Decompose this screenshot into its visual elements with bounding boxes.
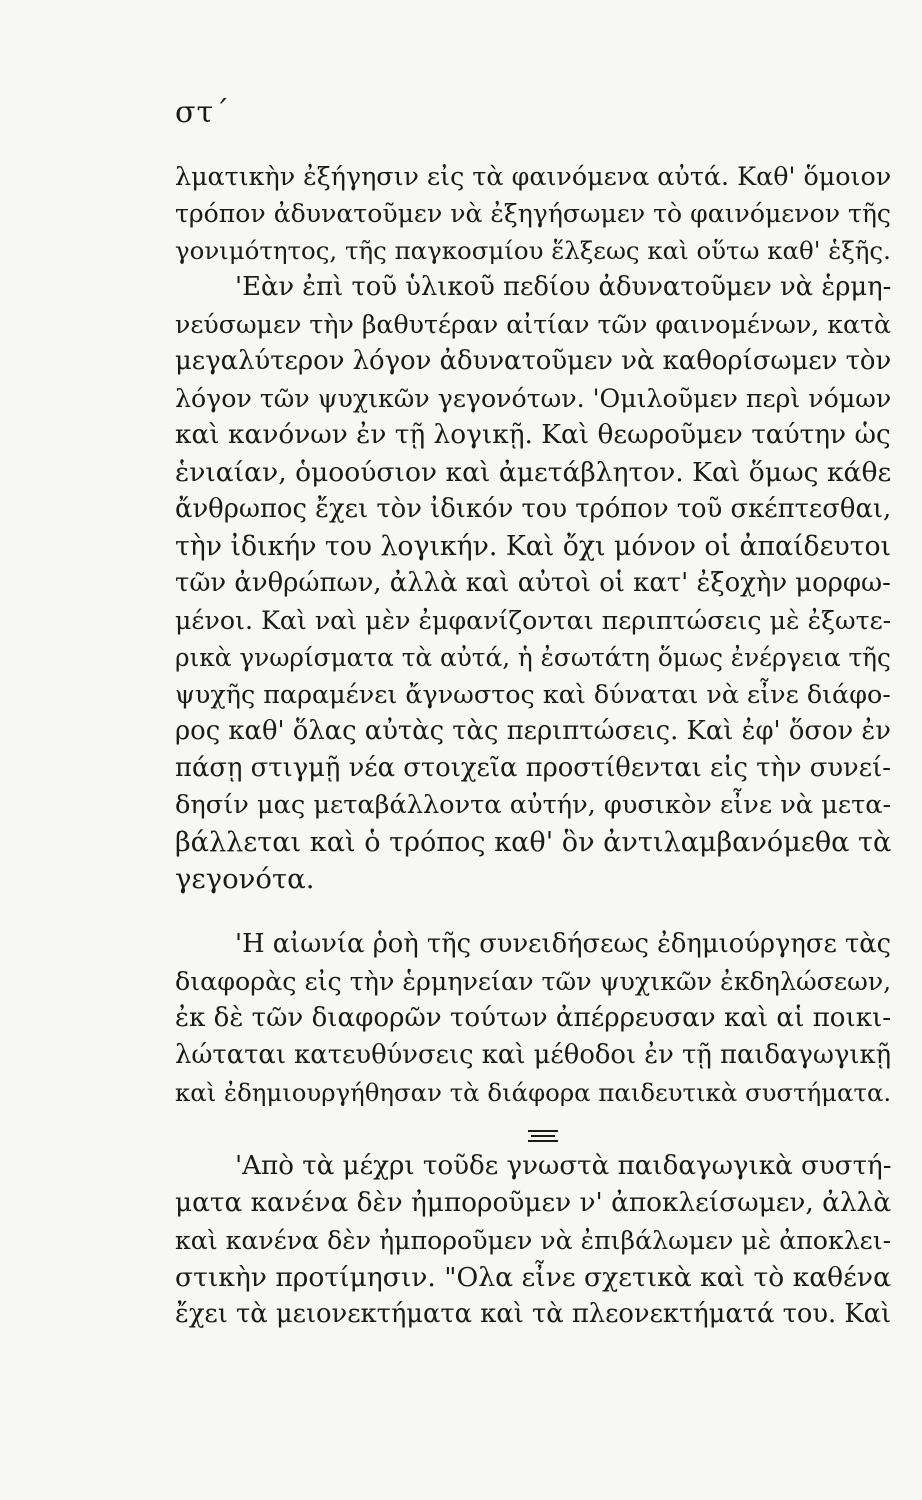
text-line: γονιμότητος, τῆς παγκοσμίου ἕλξεως καὶ οὕτω καθ' ἑξῆς. <box>175 236 891 265</box>
text-line: λώταται κατευθύνσεις καὶ μέθοδοι ἐν τῇ παιδαγωγικῇ <box>175 1040 892 1070</box>
text-line: γεγονότα. <box>175 863 315 895</box>
text-line: μεγαλύτερον λόγον ἀδυνατοῦμεν νὰ καθορίσωμεν τὸν <box>175 346 892 376</box>
text-line: τρόπον ἀδυνατοῦμεν νὰ ἐξηγήσωμεν τὸ φαινόμενον τῆς <box>175 199 891 228</box>
text-line: 'Απὸ τὰ μέχρι τοῦδε γνωστὰ παιδαγωγικὰ συστή- <box>235 1151 892 1181</box>
text-line: ἐκ δὲ τῶν διαφορῶν τούτων ἀπέρρευσαν καὶ αἱ ποικι- <box>175 1003 892 1033</box>
text-line: ψυχῆς παραμένει ἄγνωστος καὶ δύναται νὰ εἶνε διάφο- <box>175 679 891 709</box>
text-line: λματικὴν ἐξήγησιν εἰς τὰ φαινόμενα αὐτά. Καθ' ὅμοιον <box>175 161 892 191</box>
text-line: διαφορὰς εἰς τὴν ἑρμηνείαν τῶν ψυχικῶν ἐκδηλώσεων, <box>175 966 892 996</box>
text-line: 'Η αἰωνία ῥοὴ τῆς συνειδήσεως ἐδημιούργησε τὰς <box>235 929 892 959</box>
text-line: τὴν ἰδικήν του λογικήν. Καὶ ὄχι μόνον οἱ ἀπαίδευτοι <box>175 531 892 562</box>
text-line: δησίν μας μεταβάλλοντα αὐτήν, φυσικὸν εἶνε νὰ μετα- <box>175 790 892 820</box>
text-line: πάσῃ στιγμῇ νέα στοιχεῖα προστίθενται εἰς τὴν συνεί- <box>175 753 891 783</box>
paragraph-2 <box>175 926 895 1111</box>
text-line: ἄνθρωπος ἔχει τὸν ἰδικόν του τρόπον τοῦ σκέπτεσθαι, <box>175 494 892 524</box>
paragraph-1 <box>175 158 895 898</box>
text-line: καὶ ἐδημιουργήθησαν τὰ διάφορα παιδευτικὰ συστήματα. <box>175 1078 892 1107</box>
paragraph-3 <box>175 1148 895 1333</box>
text-line: νεύσωμεν τὴν βαθυτέραν αἰτίαν τῶν φαινομένων, κατὰ <box>175 310 892 339</box>
text-line: τῶν ἀνθρώπων, ἀλλὰ καὶ αὐτοὶ οἱ κατ' ἐξοχὴν μορφω- <box>175 568 891 598</box>
text-line: μένοι. Καὶ ναὶ μὲν ἐμφανίζονται περιπτώσεις μὲ ἐξωτε- <box>175 606 892 635</box>
page-number: στ΄ <box>175 95 231 130</box>
text-line: καὶ κανόνων ἐν τῇ λογικῇ. Καὶ θεωροῦμεν ταύτην ὡς <box>175 420 891 450</box>
text-line: ματα κανένα δὲν ἠμποροῦμεν ν' ἀποκλείσωμεν, ἀλλὰ <box>175 1188 892 1218</box>
text-line: βάλλεται καὶ ὁ τρόπος καθ' ὃν ἀντιλαμβανόμεθα τὰ <box>175 827 892 858</box>
text-line: ρικὰ γνωρίσματα τὰ αὐτά, ἡ ἐσωτάτη ὅμως ἐνέργεια τῆς <box>175 643 891 672</box>
section-divider <box>528 1130 558 1144</box>
text-line: καὶ κανένα δὲν ἠμποροῦμεν νὰ ἐπιβάλωμεν μὲ ἀποκλει- <box>175 1226 892 1255</box>
text-line: 'Εὰν ἐπὶ τοῦ ὑλικοῦ πεδίου ἀδυνατοῦμεν νὰ ἑρμη- <box>235 272 892 302</box>
text-line: στικὴν προτίμησιν. "Ολα εἶνε σχετικὰ καὶ τὸ καθένα <box>175 1262 892 1293</box>
text-line: ἔχει τὰ μειονεκτήματα καὶ τὰ πλεονεκτήματά του. Καὶ <box>175 1299 892 1329</box>
text-line: ἑνιαίαν, ὁμοούσιον καὶ ἀμετάβλητον. Καὶ ὅμως κάθε <box>175 457 892 488</box>
text-line: ρος καθ' ὅλας αὐτὰς τὰς περιπτώσεις. Καὶ ἐφ' ὅσον ἐν <box>175 716 891 746</box>
text-line: λόγον τῶν ψυχικῶν γεγονότων. 'Ομιλοῦμεν περὶ νόμων <box>175 384 892 413</box>
